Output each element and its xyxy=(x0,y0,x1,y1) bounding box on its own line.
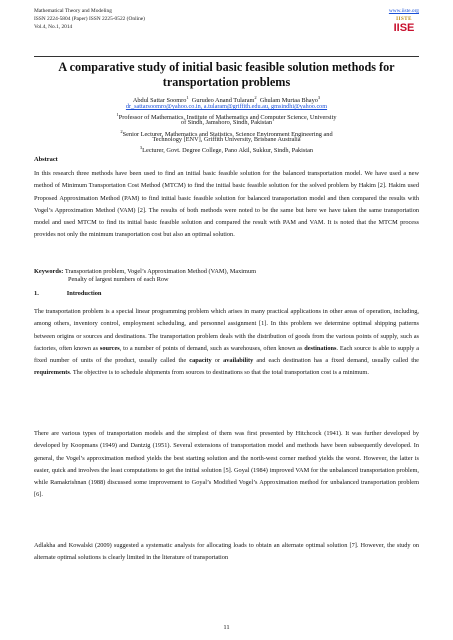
page-number: 11 xyxy=(223,624,230,631)
term-capacity: capacity xyxy=(189,357,212,365)
intro-paragraph-3: Adlakha and Kowalski (2009) suggested a systematic analysis for allocating loads to obtain an alternate optimal solution [7]. However, the study on alternate optimal solutions is clearly limited in the literature of transportation xyxy=(34,542,419,562)
intro-text: . The objective is to schedule shipments from sources to destinations so that the total transportation cost is a minimum. xyxy=(69,369,369,377)
journal-name: Mathematical Theory and Modeling xyxy=(34,8,112,14)
term-sources: sources xyxy=(99,344,120,352)
intro-text: , to a number of points of demand, such as warehouses, often known as xyxy=(119,344,305,352)
journal-url-link[interactable]: www.iiste.org xyxy=(388,8,419,14)
affiliation-text: Lecturer, Govt. Degree College, Pano Akil, Sukkur, Sindh, Pakistan xyxy=(142,147,314,155)
term-destinations: destinations xyxy=(304,344,337,352)
intro-text: and each destination has a fixed demand, usually called the xyxy=(253,357,419,365)
term-requirements: requirements xyxy=(34,369,70,377)
logo-main-text: IISE xyxy=(393,22,415,34)
keywords-line-1: Transportation problem, Vogel’s Approximation Method (VAM), Maximum xyxy=(64,268,256,275)
section-title: Introduction xyxy=(66,290,102,297)
section-heading xyxy=(34,290,101,297)
author-sup: 3 xyxy=(317,95,321,100)
affiliation-3 xyxy=(60,144,393,155)
author-emails-link[interactable]: dr_sattarsoomro@yahoo.co.in, a.tularam@griffith.edu.au, gmsindhi@yahoo.com xyxy=(125,103,328,110)
iiste-logo xyxy=(391,17,417,39)
author-name: Abdul Sattar Soomro xyxy=(132,97,187,105)
intro-paragraph-1 xyxy=(34,306,419,380)
affiliation-text: Professor of Mathematics, Institute of Mathematics and Computer Science, University xyxy=(118,114,337,122)
keywords-line-2: Penalty of largest numbers of each Row xyxy=(68,276,169,283)
intro-text: The transportation problem is a special linear programming problem which arises in many practical applications in other areas of operation, including, among others, inventory control, employment scheduling, and personnel assignment [1]. In this problem we determine optimal shipping patterns between origins or sources and destinations. The transportation problem deals with the distribution of goods from the various points of supply, such as factories, often known as xyxy=(34,308,419,352)
affiliation-2-cont: Technology [ENV], Griffith University, Brisbane Australia xyxy=(152,136,301,143)
affiliation-1-cont: of Sindh, Jamshoro, Sindh, Pakistan xyxy=(180,119,273,126)
affiliation-sup: 1 xyxy=(116,112,119,117)
abstract-text: In this research three methods have been used to find an initial basic feasible solution for the balanced transportation model. We have used a new method of Minimum Transportation Cost Method (MTCM) to find the initial basic feasible solution for the solved problem by Hakim [2]. Hakim used Proposed Approximation Method (PAM) to find initial basic feasible solution for balanced transportation model and then compared the results with Vogel’s Approximation Method (VAM) [2]. The results of both methods were noted to be the same but here we have taken the same transportation model and used MTCM to find its initial basic feasible solution and compared the result with PAM and VAM. It is noted that the MTCM process provides not only the minimum transportation cost but also an optimal solution. xyxy=(34,170,419,239)
keywords-block xyxy=(34,268,419,284)
logo-top-text: IISTE xyxy=(396,17,412,22)
term-availability: availability xyxy=(223,357,254,365)
journal-volume: Vol.4, No.1, 2014 xyxy=(34,24,73,30)
affiliation-text: Senior Lecturer, Mathematics and Statistics, Science Environment Engineering and xyxy=(122,131,333,139)
author-name: Ghulam Murtaa Bhayo xyxy=(259,97,318,105)
author-sup: 1 xyxy=(186,95,189,100)
abstract-heading: Abstract xyxy=(34,156,58,163)
header-divider xyxy=(34,56,419,57)
intro-paragraph-2: There are various types of transportation models and the simplest of them was first presented by Hitchcock (1941). It was further developed by developed by Koopmans (1949) and Dantzig (1951). Several extensions of transportation model and methods have been subsequently developed. In general, the Vogel’s approximation method yields the best starting solution and the north-west corner method yields the worst. However, the latter is easier, quick and involves the least computations to get the initial solution [5]. Goyal (1984) improved VAM for the unbalanced transportation problem, while Ramakrishnan (1988) discussed some improvement to Goyal’s Modified Vogel’s Approximation method for unbalanced transportation problem [6]. xyxy=(34,430,419,499)
paper-title: A comparative study of initial basic feasible solution methods for transportation problems xyxy=(58,60,395,89)
author-sup: 2 xyxy=(254,95,257,100)
keywords-label: Keywords: xyxy=(34,268,64,275)
journal-issn: ISSN 2224-5804 (Paper) ISSN 2225-0522 (Online) xyxy=(34,16,145,22)
affiliation-sup: 2 xyxy=(120,129,123,134)
affiliation-sup: 3 xyxy=(139,145,143,150)
section-number: 1. xyxy=(34,290,39,297)
intro-text: . Each source is able to supply a fixed number of units of the product, usually called the xyxy=(34,344,420,365)
author-name: Gurudeo Anand Tularam xyxy=(191,97,255,105)
intro-text: or xyxy=(211,357,224,365)
